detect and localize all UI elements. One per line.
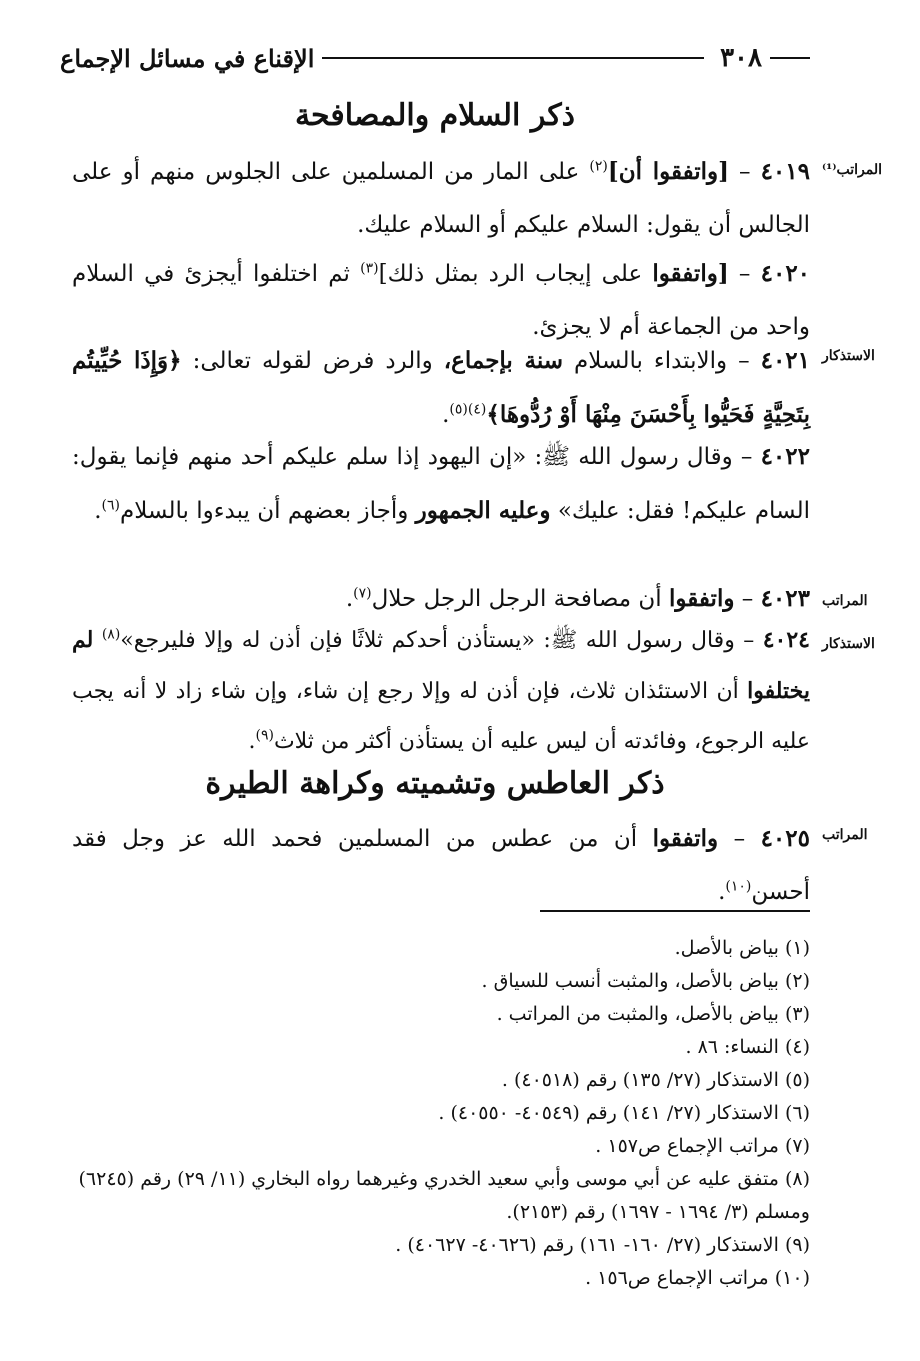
entry-4025: ٤٠٢٥ – واتفقوا أن من عطس من المسلمين فحمد الله عز وجل فقد أحسن$^{(١٠)}$. [72, 825, 810, 905]
entry-text: وقال رسول الله ﷺ: «يستأذن أحدكم ثلاثًا فإن أذن له وإلا فليرجع» [120, 628, 735, 653]
footnote-ref: (٤)(٥) [449, 401, 487, 418]
entry-text: ثم اختلفوا أيجزئ في السلام واحد من الجماعة أم لا يجزئ. [72, 261, 810, 340]
entry-text: وقال رسول الله ﷺ: «إن اليهود إذا سلم عليكم أحد منهم فإنما يقول: السام عليكم! فقل: عليك» [72, 444, 810, 524]
entry-text: على إيجاب الرد بمثل ذلك] [378, 261, 643, 287]
entry-bold: [واتفقوا [652, 260, 729, 287]
margin-label: الاستذكار [822, 636, 875, 652]
footnote: (٥) الاستذكار (٢٧/ ١٣٥) رقم (٤٠٥١٨) . [501, 1069, 810, 1091]
footnote-separator [540, 910, 810, 912]
entry-4023: ٤٠٢٣ – واتفقوا أن مصافحة الرجل الرجل حلال$^{(٧)}$. [345, 585, 810, 612]
footnote-ref: (٩) [255, 727, 274, 744]
entry-text: . [442, 402, 450, 428]
footnote: (١٠) مراتب الإجماع ص١٥٦ . [585, 1267, 810, 1289]
entry-text: أن الاستئذان ثلاث، فإن أذن له وإلا رجع إن شاء، وإن شاء زاد لا أنه يجب عليه الرجوع، وفائدته أن ليس عليه أن يستأذن أكثر من ثلاث [72, 679, 810, 754]
entry-number: ٤٠٢٥ [760, 825, 810, 852]
entry-text: أن من عطس من المسلمين فحمد الله عز وجل فقد أحسن [72, 826, 810, 905]
entry-number: ٤٠٢٠ [760, 260, 811, 287]
margin-label: المراتب [822, 593, 868, 609]
entry-number: ٤٠٢١ [760, 347, 811, 374]
footnote-ref: (٦) [101, 497, 120, 514]
margin-label: المراتب⁽¹⁾ [822, 162, 882, 178]
footnote: (٦) الاستذكار (٢٧/ ١٤١) رقم (٤٠٥٤٩- ٤٠٥٥٠) . [438, 1102, 810, 1124]
entry-bold: واتفقوا [652, 825, 719, 852]
footnotes [72, 932, 810, 1295]
entry-text: والابتداء بالسلام [574, 348, 728, 374]
header-rule [322, 57, 704, 59]
entry-4024: ٤٠٢٤ – وقال رسول الله ﷺ: «يستأذن أحدكم ثلاثًا فإن أذن له وإلا فليرجع»$^{(٨)}$ لم يختلفوا أن الاستئذان ثلاث، فإن أذن له وإلا رجع إن شاء، وإن شاء زاد لا أنه يجب عليه الرجوع، وفائدته أن ليس عليه أن يستأذن أكثر من ثلاث$^{(٩)}$. [72, 626, 810, 754]
footnote: (٢) بياض بالأصل، والمثبت أنسب للسياق . [481, 970, 810, 992]
entry-number: ٤٠٢٣ [760, 585, 810, 612]
section-title: ذكر العاطس وتشميته وكراهة الطيرة [205, 766, 665, 801]
entry-text: . [345, 586, 354, 612]
entry-bold: واتفقوا [669, 585, 735, 612]
margin-label: الاستذكار [822, 348, 875, 364]
footnote-ref: (٢) [589, 158, 608, 175]
footnote: (٨) متفق عليه عن أبي موسى وأبي سعيد الخدري وغيرهما رواه البخاري (١١/ ٢٩) رقم (٦٢٤٥) ومسلم (٣/ ١٦٩٤ - ١٦٩٧) رقم (٢١٥٣). [78, 1168, 810, 1223]
entry-text: وأجاز بعضهم أن يبدءوا بالسلام [120, 498, 409, 524]
page-number: ٣٠٨ [720, 43, 762, 73]
section-title: ذكر السلام والمصافحة [294, 98, 576, 133]
entry-text: والرد فرض لقوله تعالى: [192, 348, 433, 374]
footnote-ref: (٨) [101, 626, 121, 643]
footnote: (١) بياض بالأصل. [674, 937, 810, 959]
book-title: الإقناع في مسائل الإجماع [60, 43, 315, 73]
entry-4020: ٤٠٢٠ – [واتفقوا على إيجاب الرد بمثل ذلك]$^{(٣)}$ ثم اختلفوا أيجزئ في السلام واحد من الجماعة أم لا يجزئ. [72, 260, 811, 340]
entry-bold: وعليه الجمهور [415, 497, 551, 524]
entry-number: ٤٠١٩ [760, 158, 810, 185]
entry-4019: ٤٠١٩ – [واتفقوا أن]$^{(٢)}$ على المار من المسلمين على الجلوس منهم أو على الجالس أن يقول: السلام عليكم أو السلام عليك. [72, 158, 810, 238]
footnote: (٧) مراتب الإجماع ص١٥٧ . [595, 1135, 810, 1157]
quran-verse: ﴿وَإِذَا حُيِّيتُم بِتَحِيَّةٍ فَحَيُّوا بِأَحْسَنَ مِنْهَا أَوْ رُدُّوهَا﴾ [72, 347, 810, 428]
footnote: (٤) النساء: ٨٦ . [685, 1036, 810, 1058]
entry-number: ٤٠٢٢ [760, 443, 810, 470]
entry-text: . [248, 729, 256, 754]
entry-4022: ٤٠٢٢ – وقال رسول الله ﷺ: «إن اليهود إذا سلم عليكم أحد منهم فإنما يقول: السام عليكم! فقل: عليك» وعليه الجمهور وأجاز بعضهم أن يبدءوا بالسلام$^{(٦)}$. [72, 443, 810, 524]
entry-number: ٤٠٢٤ [762, 627, 810, 653]
footnote-ref: (١٠) [725, 878, 752, 895]
entry-bold: سنة بإجماع، [443, 347, 564, 374]
footnote: (٩) الاستذكار (٢٧/ ١٦٠- ١٦١) رقم (٤٠٦٢٦- ٤٠٦٢٧) . [395, 1234, 810, 1256]
footnote-ref: (٣) [360, 260, 379, 277]
footnote-ref: (٧) [353, 585, 372, 602]
header-dash [770, 57, 810, 59]
margin-label: المراتب [822, 827, 868, 843]
entry-bold: [واتفقوا أن] [607, 158, 730, 185]
entry-text: . [718, 879, 726, 905]
entry-text: على المار من المسلمين على الجلوس منهم أو على الجالس أن يقول: السلام عليكم أو السلام عليك. [72, 159, 810, 238]
entry-4021: ٤٠٢١ – والابتداء بالسلام سنة بإجماع، والرد فرض لقوله تعالى: ﴿وَإِذَا حُيِّيتُم بِتَحِيَّةٍ فَحَيُّوا بِأَحْسَنَ مِنْهَا أَوْ رُدُّوهَا﴾$^{(٤)(٥)}$. [72, 347, 811, 428]
entry-text: أن مصافحة الرجل الرجل حلال [371, 586, 662, 612]
entry-text: . [94, 498, 102, 524]
footnote: (٣) بياض بالأصل، والمثبت من المراتب . [496, 1003, 810, 1025]
running-header [60, 38, 810, 78]
entry-bold: لم يختلفوا [72, 627, 810, 704]
